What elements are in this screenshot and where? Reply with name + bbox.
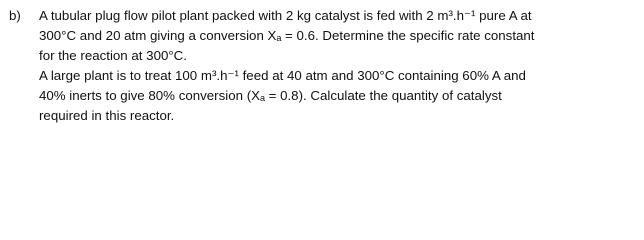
question-line-4: A large plant is to treat 100 m³.h⁻¹ feed at 40 atm and 300°C containing 60% A and <box>39 68 526 83</box>
question-label: b) <box>9 8 21 23</box>
question-line-3: for the reaction at 300°C. <box>39 48 187 63</box>
question-line-1: A tubular plug flow pilot plant packed with 2 kg catalyst is fed with 2 m³.h⁻¹ pure A at <box>39 8 532 23</box>
question-line-6: required in this reactor. <box>39 108 175 123</box>
question-text <box>39 6 639 126</box>
question-line-5: 40% inerts to give 80% conversion (Xₐ = 0.8). Calculate the quantity of catalyst <box>39 88 502 103</box>
question-line-2: 300°C and 20 atm giving a conversion Xₐ = 0.6. Determine the specific rate constant <box>39 28 535 43</box>
